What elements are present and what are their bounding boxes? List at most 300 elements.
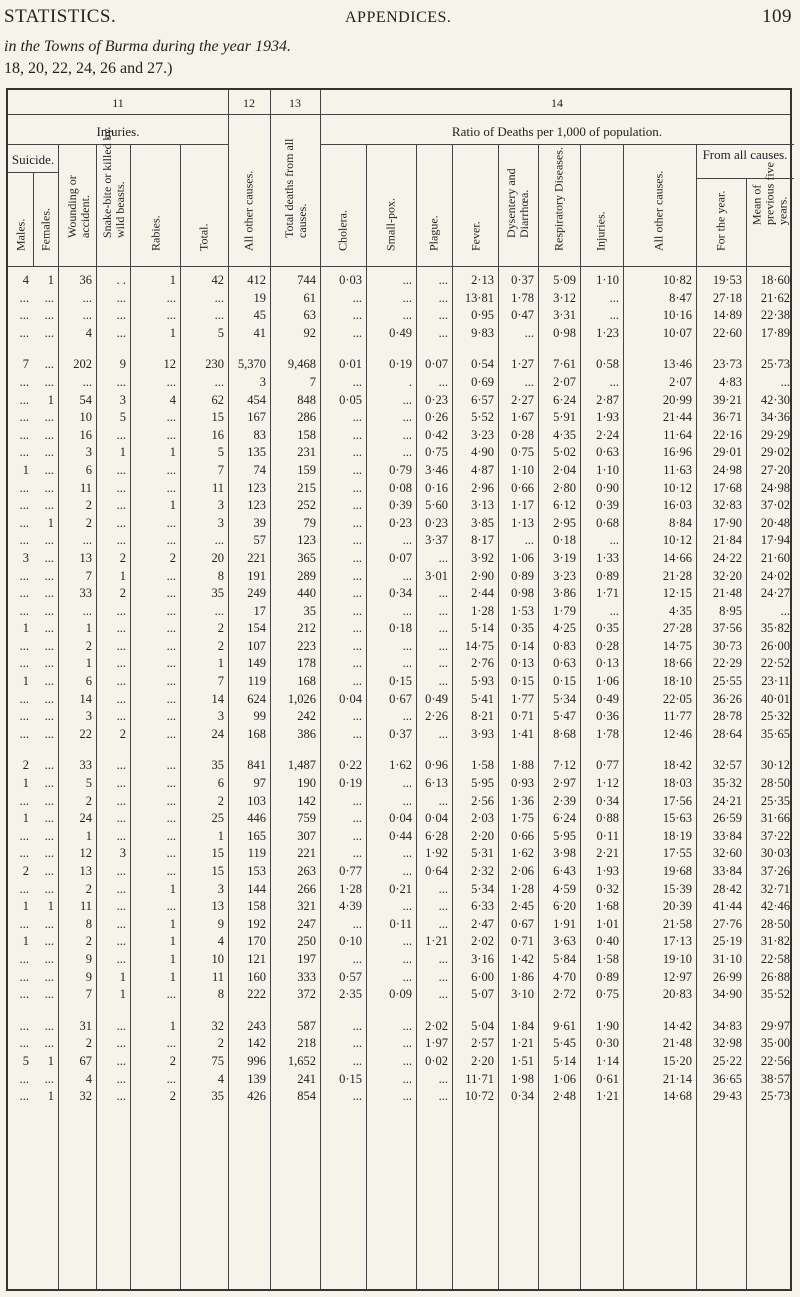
table-cell: ... — [19, 374, 29, 389]
table-cell: 28·42 — [712, 881, 742, 896]
table-cell: 2·07 — [669, 374, 692, 389]
table-cell: 13·81 — [464, 290, 494, 305]
table-cell: 0·19 — [339, 776, 362, 791]
col-total-deaths-heading: Total deaths from all causes. — [282, 138, 309, 238]
table-cell: 0·15 — [511, 674, 534, 689]
table-cell: 6·12 — [553, 498, 576, 513]
table-cell: 426 — [247, 1089, 266, 1104]
table-cell: 36·71 — [712, 410, 742, 425]
table-cell: ... — [19, 410, 29, 425]
table-cell: 14 — [211, 691, 224, 706]
table-cell: 25·22 — [712, 1053, 742, 1068]
table-cell: 25·19 — [712, 934, 742, 949]
table-cell: 242 — [297, 709, 316, 724]
table-cell: 36·65 — [712, 1071, 742, 1086]
table-cell: 6·33 — [471, 899, 494, 914]
table-cell: 3·92 — [471, 550, 494, 565]
table-cell: 42 — [211, 273, 224, 287]
table-cell: ... — [116, 691, 126, 706]
table-cell: 2 — [22, 864, 29, 878]
table-cell: 22·16 — [712, 427, 742, 442]
table-row — [6, 392, 792, 410]
table-row — [6, 757, 792, 775]
table-cell: 14·75 — [464, 638, 494, 653]
table-cell: 2·20 — [471, 828, 494, 843]
table-cell: 0·21 — [389, 881, 412, 896]
table-cell: 19·68 — [662, 864, 692, 878]
col-wounding-heading: Wounding or accident. — [65, 175, 92, 238]
table-cell: 1·51 — [511, 1053, 534, 1068]
table-cell: ... — [166, 674, 176, 689]
table-cell: ... — [82, 603, 92, 618]
table-cell: 1 — [169, 498, 176, 513]
table-cell: 3 — [259, 374, 266, 389]
table-cell: ... — [402, 864, 412, 878]
table-cell: ... — [166, 1071, 176, 1086]
table-cell: 289 — [297, 568, 316, 583]
table-cell: 9,468 — [287, 357, 316, 372]
table-cell: 1·27 — [511, 357, 534, 372]
table-cell: ... — [116, 1036, 126, 1051]
table-cell: 1 — [169, 1018, 176, 1033]
table-cell: ... — [352, 515, 362, 530]
table-cell: 22·58 — [760, 951, 790, 966]
table-cell: 3 — [217, 515, 224, 530]
table-cell: 4·83 — [719, 374, 742, 389]
table-cell: 11 — [79, 899, 92, 914]
table-cell: 0·09 — [389, 987, 412, 1002]
table-cell: 1·78 — [511, 290, 534, 305]
table-cell: 160 — [247, 969, 266, 984]
table-cell: 5 — [85, 776, 92, 791]
table-cell: ... — [438, 969, 448, 984]
table-cell: 8 — [85, 916, 92, 931]
table-row — [6, 708, 792, 726]
table-cell: ... — [19, 427, 29, 442]
table-cell: 0·10 — [339, 934, 362, 949]
table-cell: 7·12 — [553, 758, 576, 773]
table-cell: ... — [402, 533, 412, 548]
table-cell: ... — [44, 603, 54, 618]
table-cell: ... — [19, 445, 29, 460]
table-cell: 1,026 — [287, 691, 316, 706]
table-cell: 31·10 — [712, 951, 742, 966]
table-cell: 20·99 — [662, 392, 692, 407]
table-cell: ... — [402, 290, 412, 305]
table-cell: ... — [438, 656, 448, 671]
table-cell: 45 — [253, 308, 266, 323]
table-row — [6, 638, 792, 656]
table-cell: ... — [166, 427, 176, 442]
table-cell: ... — [19, 1036, 29, 1051]
table-cell: 21·60 — [760, 550, 790, 565]
table-cell: 1 — [217, 656, 224, 671]
table-cell: 10·72 — [464, 1089, 494, 1104]
col-all-other-causes-heading: All other causes. — [241, 170, 256, 251]
table-cell: ... — [19, 726, 29, 741]
table-cell: ... — [166, 515, 176, 530]
table-cell: 12 — [79, 846, 92, 861]
table-cell: 446 — [247, 811, 266, 826]
table-cell: 12·15 — [662, 586, 692, 601]
table-cell: ... — [352, 1053, 362, 1068]
table-cell: ... — [402, 568, 412, 583]
table-cell: 0·04 — [425, 811, 448, 826]
table-cell: ... — [352, 1036, 362, 1051]
table-cell: 0·03 — [339, 273, 362, 287]
table-cell: 24 — [79, 811, 92, 826]
table-cell: ... — [780, 374, 790, 389]
table-cell: 0·13 — [511, 656, 534, 671]
table-cell: 3 — [119, 846, 126, 861]
table-cell: ... — [44, 916, 54, 931]
table-cell: 321 — [297, 899, 316, 914]
table-cell: 6·28 — [425, 828, 448, 843]
table-cell: 19·10 — [662, 951, 692, 966]
table-cell: 10·12 — [662, 480, 692, 495]
table-cell: 2·45 — [511, 899, 534, 914]
column-number-12: 12 — [243, 96, 255, 110]
column-number-11: 11 — [112, 96, 124, 110]
table-cell: 1 — [169, 445, 176, 460]
table-cell: 5·04 — [471, 1018, 494, 1033]
table-cell: 32·71 — [760, 881, 790, 896]
table-cell: ... — [166, 793, 176, 808]
table-cell: 24·98 — [712, 462, 742, 477]
table-cell: ... — [438, 308, 448, 323]
table-cell: ... — [166, 568, 176, 583]
table-cell: 0·66 — [511, 480, 534, 495]
table-cell: 996 — [247, 1053, 266, 1068]
table-cell: ... — [116, 480, 126, 495]
table-row — [6, 1071, 792, 1089]
col-injuries-heading: Injuries. — [593, 211, 608, 251]
table-cell: 10 — [211, 951, 224, 966]
table-cell: 1 — [169, 325, 176, 340]
table-cell: 1,487 — [287, 758, 316, 773]
table-cell: 5·91 — [553, 410, 576, 425]
table-row — [6, 916, 792, 934]
table-row — [6, 726, 792, 744]
table-cell: 221 — [247, 550, 266, 565]
table-cell: 1·58 — [471, 758, 494, 773]
table-row — [6, 655, 792, 673]
table-cell: 1 — [119, 445, 126, 460]
table-cell: 0·37 — [389, 726, 412, 741]
table-cell: 36·26 — [712, 691, 742, 706]
table-cell: 34·36 — [760, 410, 790, 425]
table-cell: ... — [44, 828, 54, 843]
table-cell: 0·13 — [596, 656, 619, 671]
table-cell: ... — [116, 934, 126, 949]
table-cell: ... — [438, 726, 448, 741]
table-cell: 27·28 — [662, 621, 692, 636]
table-cell: 3·37 — [425, 533, 448, 548]
table-cell: ... — [352, 568, 362, 583]
table-cell: 0·90 — [596, 480, 619, 495]
table-cell: 624 — [247, 691, 266, 706]
table-cell: 0·67 — [511, 916, 534, 931]
table-cell: ... — [780, 603, 790, 618]
table-cell: ... — [402, 427, 412, 442]
table-cell: 4·35 — [669, 603, 692, 618]
col-dysentery-heading: Dysentery and Diarrhœa. — [504, 168, 531, 238]
table-cell: 17·55 — [662, 846, 692, 861]
table-cell: 243 — [247, 1018, 266, 1033]
table-cell: ... — [116, 325, 126, 340]
table-cell: 1·71 — [596, 586, 619, 601]
table-row — [6, 863, 792, 881]
table-cell: 0·18 — [389, 621, 412, 636]
table-cell: ... — [352, 1018, 362, 1033]
table-cell: 212 — [297, 621, 316, 636]
table-cell: 16 — [211, 427, 224, 442]
table-cell: 142 — [247, 1036, 266, 1051]
table-cell: ... — [402, 638, 412, 653]
col-males-heading: Males. — [13, 218, 28, 251]
table-cell: ... — [166, 638, 176, 653]
table-cell: 2·95 — [553, 515, 576, 530]
table-cell: 14 — [79, 691, 92, 706]
table-cell: 7 — [309, 374, 316, 389]
table-cell: 197 — [297, 951, 316, 966]
col-small-pox-heading: Small-pox. — [383, 198, 398, 251]
table-cell: 17·89 — [760, 325, 790, 340]
table-cell: 21·84 — [712, 533, 742, 548]
table-cell: 33·84 — [712, 864, 742, 878]
table-cell: 2 — [217, 793, 224, 808]
table-cell: ... — [524, 374, 534, 389]
table-cell: 218 — [297, 1036, 316, 1051]
table-cell: 0·34 — [389, 586, 412, 601]
table-cell: 1·17 — [511, 498, 534, 513]
table-cell: 0·49 — [389, 325, 412, 340]
table-cell: ... — [166, 290, 176, 305]
table-cell: 29·29 — [760, 427, 790, 442]
table-cell: ... — [352, 586, 362, 601]
table-cell: 0·69 — [471, 374, 494, 389]
table-cell: ... — [19, 603, 29, 618]
table-cell: 3·63 — [553, 934, 576, 949]
table-cell: 8·84 — [669, 515, 692, 530]
table-cell: 0·15 — [389, 674, 412, 689]
table-cell: ... — [352, 916, 362, 931]
table-cell: 0·23 — [425, 392, 448, 407]
table-row — [6, 881, 792, 899]
table-cell: 2·27 — [511, 392, 534, 407]
table-cell: 2 — [119, 550, 126, 565]
table-cell: 2·48 — [553, 1089, 576, 1104]
table-cell: 31·82 — [760, 934, 790, 949]
table-cell: 5 — [119, 410, 126, 425]
table-cell: 0·77 — [596, 758, 619, 773]
table-cell: 6·57 — [471, 392, 494, 407]
table-cell: 0·49 — [596, 691, 619, 706]
table-cell: ... — [116, 290, 126, 305]
table-row — [6, 933, 792, 951]
table-row — [6, 307, 792, 325]
table-cell: 135 — [247, 445, 266, 460]
table-cell: ... — [166, 586, 176, 601]
table-cell: ... — [402, 603, 412, 618]
table-cell: 9·61 — [553, 1018, 576, 1033]
table-cell: 42·30 — [760, 392, 790, 407]
table-cell: 119 — [247, 674, 266, 689]
table-cell: 35·82 — [760, 621, 790, 636]
table-cell: 1 — [169, 951, 176, 966]
table-cell: 18·10 — [662, 674, 692, 689]
table-cell: 1·21 — [596, 1089, 619, 1104]
table-cell: 149 — [247, 656, 266, 671]
table-cell: ... — [402, 793, 412, 808]
table-cell: ... — [19, 881, 29, 896]
table-cell: 17·94 — [760, 533, 790, 548]
table-cell: 1·67 — [511, 410, 534, 425]
table-cell: 23·11 — [761, 674, 790, 689]
table-cell: ... — [116, 638, 126, 653]
table-cell: ... — [402, 776, 412, 791]
table-cell: 35 — [211, 586, 224, 601]
table-cell: 5 — [217, 325, 224, 340]
table-cell: 2·76 — [471, 656, 494, 671]
table-cell: ... — [402, 1018, 412, 1033]
page-header — [0, 0, 800, 28]
table-cell: 123 — [247, 498, 266, 513]
table-row — [6, 356, 792, 374]
table-cell: 192 — [247, 916, 266, 931]
table-cell: 26·59 — [712, 811, 742, 826]
table-cell: 9·83 — [471, 325, 494, 340]
table-cell: 24 — [211, 726, 224, 741]
col-mean-five-years-heading: Mean of previous five years. — [749, 162, 790, 225]
table-cell: 8·17 — [471, 533, 494, 548]
table-cell: 250 — [297, 934, 316, 949]
table-cell: ... — [438, 674, 448, 689]
table-cell: 266 — [297, 881, 316, 896]
table-cell: 1·62 — [389, 758, 412, 773]
table-caption: in the Towns of Burma during the year 1934. — [4, 38, 291, 55]
table-cell: ... — [82, 533, 92, 548]
table-cell: 3·98 — [553, 846, 576, 861]
table-cell: 6·00 — [471, 969, 494, 984]
table-cell: 18·42 — [662, 758, 692, 773]
table-cell: 587 — [297, 1018, 316, 1033]
table-cell: 1·10 — [596, 462, 619, 477]
table-cell: 307 — [297, 828, 316, 843]
from-all-causes-header: From all causes. — [702, 147, 788, 162]
table-cell: ... — [402, 308, 412, 323]
table-cell: 74 — [253, 462, 266, 477]
table-cell: 412 — [247, 273, 266, 287]
table-cell: 3·23 — [553, 568, 576, 583]
table-cell: 3 — [22, 550, 29, 565]
table-cell: 32·57 — [712, 758, 742, 773]
table-cell: 1 — [169, 934, 176, 949]
table-cell: 7·61 — [553, 357, 576, 372]
table-cell: 21·44 — [662, 410, 692, 425]
table-cell: 154 — [247, 621, 266, 636]
table-cell: 21·62 — [760, 290, 790, 305]
table-cell: 34·83 — [712, 1018, 742, 1033]
table-cell: 13 — [211, 899, 224, 914]
table-cell: ... — [44, 480, 54, 495]
table-cell: ... — [166, 374, 176, 389]
table-cell: 3 — [119, 392, 126, 407]
table-cell: 17·13 — [662, 934, 692, 949]
table-cell: ... — [352, 308, 362, 323]
spacer-cell — [6, 1004, 792, 1018]
table-cell: ... — [44, 951, 54, 966]
table-row — [6, 462, 792, 480]
table-cell: 11·64 — [663, 427, 692, 442]
table-cell: 5·95 — [553, 828, 576, 843]
table-cell: ... — [19, 1071, 29, 1086]
table-cell: 2·06 — [511, 864, 534, 878]
table-cell: 0·15 — [553, 674, 576, 689]
table-cell: 25·73 — [760, 357, 790, 372]
table-cell: 10·07 — [662, 325, 692, 340]
table-cell: 1 — [22, 934, 29, 949]
table-row — [6, 585, 792, 603]
table-cell: ... — [19, 1018, 29, 1033]
table-cell: ... — [116, 951, 126, 966]
table-cell: ... — [609, 533, 619, 548]
table-cell: 2·04 — [553, 462, 576, 477]
table-cell: ... — [19, 691, 29, 706]
table-cell: ... — [19, 586, 29, 601]
table-cell: ... — [116, 621, 126, 636]
table-cell: 11 — [79, 480, 92, 495]
table-cell: 168 — [247, 726, 266, 741]
table-cell: 92 — [303, 325, 316, 340]
table-cell: ... — [116, 533, 126, 548]
table-cell: 0·16 — [425, 480, 448, 495]
table-cell: 0·07 — [425, 357, 448, 372]
table-cell: 4 — [169, 392, 176, 407]
table-cell: 2·24 — [596, 427, 619, 442]
table-cell: 0·49 — [425, 691, 448, 706]
table-cell: 97 — [253, 776, 266, 791]
column-number-14: 14 — [551, 96, 563, 110]
table-cell: ... — [44, 934, 54, 949]
table-cell: 1 — [85, 656, 92, 671]
table-cell: 8 — [217, 987, 224, 1002]
table-cell: ... — [166, 462, 176, 477]
table-cell: ... — [438, 793, 448, 808]
table-cell: 24·02 — [760, 568, 790, 583]
table-cell: 21·48 — [712, 586, 742, 601]
table-row — [6, 444, 792, 462]
table-cell: ... — [82, 290, 92, 305]
table-cell: ... — [402, 273, 412, 287]
table-cell: 16 — [79, 427, 92, 442]
table-cell: 32·20 — [712, 568, 742, 583]
table-cell: ... — [166, 603, 176, 618]
table-cell: ... — [19, 515, 29, 530]
table-cell: ... — [44, 462, 54, 477]
table-cell: 3·01 — [425, 568, 448, 583]
table-cell: 0·89 — [596, 568, 619, 583]
table-cell: 6·13 — [425, 776, 448, 791]
table-cell: 0·79 — [389, 462, 412, 477]
table-cell: 83 — [253, 427, 266, 442]
table-cell: ... — [402, 846, 412, 861]
table-cell: 6 — [85, 674, 92, 689]
table-cell: 139 — [247, 1071, 266, 1086]
table-cell: 5·93 — [471, 674, 494, 689]
table-cell: ... — [19, 568, 29, 583]
table-cell: 1 — [119, 987, 126, 1002]
